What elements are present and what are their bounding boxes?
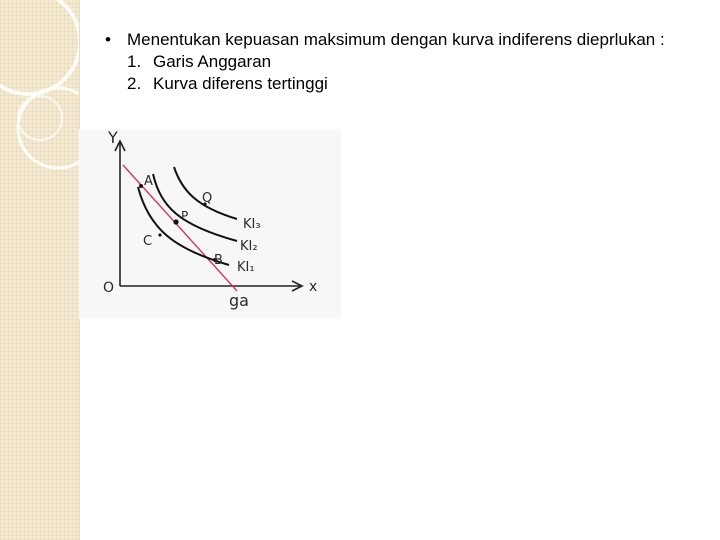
decorative-side-panel: [0, 0, 80, 540]
bullet-text: Menentukan kepuasan maksimum dengan kurva indiferens dieprlukan :: [127, 30, 665, 49]
bullet-item: [105, 29, 665, 95]
axes: [115, 141, 302, 291]
point-p: [173, 219, 178, 224]
list-item: [127, 51, 665, 73]
point-label-p: P: [181, 209, 189, 223]
curve-ki2: [153, 174, 237, 241]
point-label-c: C: [143, 234, 153, 249]
y-axis-label: Y: [108, 129, 118, 147]
numbered-list: [127, 51, 665, 95]
curve-label-ki2: KI₂: [240, 239, 258, 254]
point-c: [158, 233, 161, 236]
list-text: Kurva diferens tertinggi: [153, 74, 328, 93]
budget-line: [123, 165, 237, 291]
list-number: 1.: [127, 52, 142, 71]
origin-label: O: [103, 280, 115, 296]
indifference-curve-figure: [79, 129, 341, 319]
indifference-curve-diagram: [79, 129, 341, 319]
bullet-dot: •: [105, 30, 111, 49]
point-a: [139, 184, 143, 188]
decorative-circles: [0, 0, 79, 200]
list-item: [127, 73, 665, 95]
point-label-b: B: [214, 253, 223, 268]
list-text: Garis Anggaran: [153, 52, 272, 71]
x-axis-label: x: [309, 279, 318, 295]
point-label-q: Q: [202, 191, 213, 206]
slide-text: [105, 29, 665, 95]
bullet-body: [127, 29, 665, 95]
x-axis-note: ga: [229, 291, 249, 310]
curve-label-ki3: KI₃: [243, 217, 261, 232]
list-number: 2.: [127, 74, 142, 93]
curve-label-ki1: KI₁: [237, 260, 255, 275]
point-label-a: A: [144, 174, 153, 189]
